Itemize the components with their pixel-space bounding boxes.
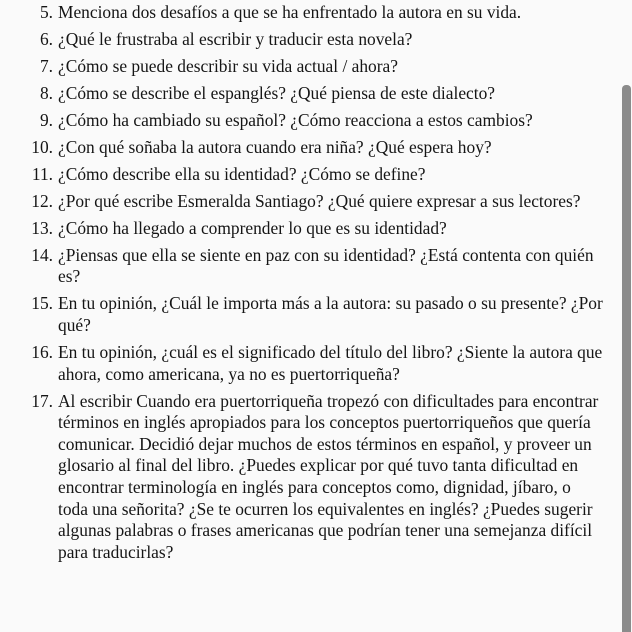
question-number: 11. (31, 163, 53, 184)
question-text: Al escribir Cuando era puertorriqueña tropezó con dificultades para encontrar términos en inglés apropiados para los conceptos puertorriqueños que quería comunicar. Decidió dejar muchos de estos términos en español, y proveer un glosario al final del libro. ¿Puedes explicar por qué tuvo tanta dificultad en encontrar terminología en inglés para conceptos como, dignidad, jíbaro, o toda una señorita? ¿Se te ocurren los equivalentes en inglés? ¿Puedes sugerir algunas palabras o frases americanas que podrían tener una semejanza difícil para traducirlas? (58, 390, 599, 562)
question-number: 7. (39, 55, 53, 76)
question-text: ¿Por qué escribe Esmeralda Santiago? ¿Qué quiere expresar a sus lectores? (58, 190, 581, 211)
question-text: ¿Piensas que ella se siente en paz con su identidad? ¿Está contenta con quién es? (58, 244, 594, 287)
question-number: 13. (31, 217, 53, 238)
question-text: ¿Cómo ha cambiado su español? ¿Cómo reacciona a estos cambios? (58, 109, 533, 130)
question-item (0, 83, 603, 105)
question-item (0, 164, 603, 186)
question-text: ¿Qué le frustraba al escribir y traducir esta novela? (58, 28, 413, 49)
question-number: 9. (39, 109, 53, 130)
question-item (0, 391, 603, 564)
question-number: 12. (31, 190, 53, 211)
question-number: 16. (31, 342, 53, 363)
question-text: ¿Cómo se puede describir su vida actual / ahora? (58, 55, 398, 76)
question-item (0, 110, 603, 132)
question-item (0, 342, 603, 385)
scrollbar-track[interactable] (618, 0, 632, 632)
question-item (0, 293, 603, 336)
question-text: ¿Con qué soñaba la autora cuando era niña? ¿Qué espera hoy? (58, 136, 492, 157)
question-item (0, 29, 603, 51)
question-number: 5. (39, 2, 53, 22)
question-text: ¿Cómo ha llegado a comprender lo que es su identidad? (58, 217, 447, 238)
question-item (0, 137, 603, 159)
question-item (0, 56, 603, 78)
question-item (0, 245, 603, 288)
question-number: 15. (31, 293, 53, 314)
question-item (0, 2, 603, 24)
question-number: 6. (39, 28, 53, 49)
question-number: 17. (31, 390, 53, 411)
question-number: 8. (39, 82, 53, 103)
question-text: En tu opinión, ¿Cuál le importa más a la autora: su pasado o su presente? ¿Por qué? (58, 293, 603, 336)
question-text: ¿Cómo describe ella su identidad? ¿Cómo se define? (58, 163, 426, 184)
question-item (0, 218, 603, 240)
question-text: En tu opinión, ¿cuál es el significado del título del libro? ¿Siente la autora que ahora, como americana, ya no es puertorriqueña? (58, 342, 603, 384)
question-number: 10. (31, 136, 53, 157)
question-text: ¿Cómo se describe el espanglés? ¿Qué piensa de este dialecto? (58, 82, 495, 103)
question-item (0, 191, 603, 213)
scrollbar-thumb[interactable] (622, 85, 631, 632)
question-text: Menciona dos desafíos a que se ha enfrentado la autora en su vida. (58, 2, 522, 22)
document-page (0, 2, 603, 569)
question-number: 14. (31, 244, 53, 265)
